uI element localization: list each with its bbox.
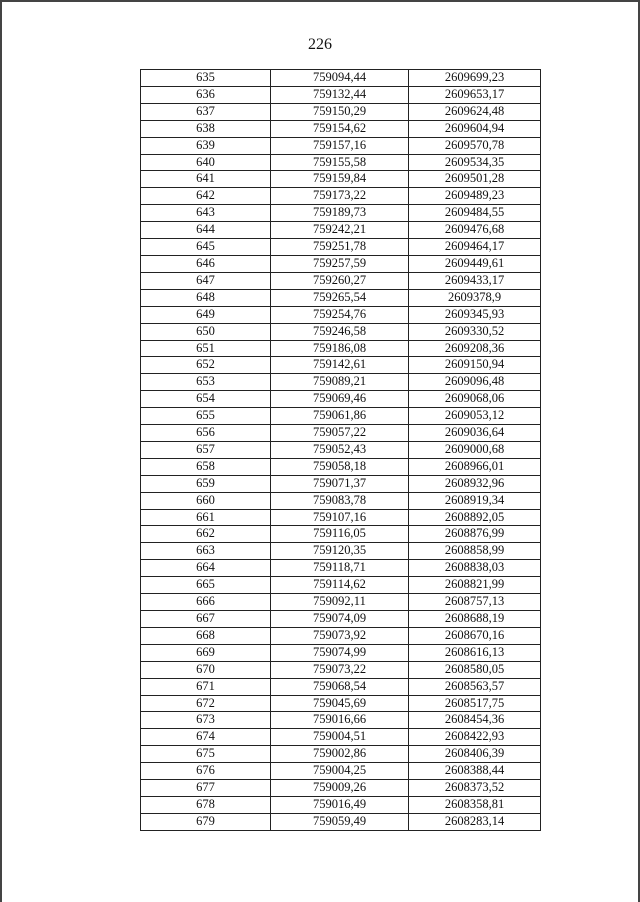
x-coordinate-cell: 759260,27 [271, 272, 409, 289]
point-number-cell: 648 [141, 289, 271, 306]
page-number: 226 [308, 36, 332, 53]
x-coordinate-cell: 759173,22 [271, 188, 409, 205]
table-row [141, 644, 541, 661]
table-row [141, 425, 541, 442]
y-coordinate-cell: 2609208,36 [409, 340, 541, 357]
x-coordinate-cell: 759246,58 [271, 323, 409, 340]
table-row [141, 458, 541, 475]
x-coordinate-cell: 759242,21 [271, 222, 409, 239]
point-number-cell: 650 [141, 323, 271, 340]
y-coordinate-cell: 2608919,34 [409, 492, 541, 509]
x-coordinate-cell: 759092,11 [271, 594, 409, 611]
point-number-cell: 651 [141, 340, 271, 357]
y-coordinate-cell: 2609570,78 [409, 137, 541, 154]
table-row [141, 695, 541, 712]
point-number-cell: 653 [141, 374, 271, 391]
x-coordinate-cell: 759069,46 [271, 391, 409, 408]
y-coordinate-cell: 2609464,17 [409, 239, 541, 256]
y-coordinate-cell: 2609433,17 [409, 272, 541, 289]
y-coordinate-cell: 2609068,06 [409, 391, 541, 408]
table-row [141, 137, 541, 154]
y-coordinate-cell: 2608422,93 [409, 729, 541, 746]
point-number-cell: 668 [141, 627, 271, 644]
coordinates-table [140, 69, 541, 831]
point-number-cell: 643 [141, 205, 271, 222]
x-coordinate-cell: 759057,22 [271, 425, 409, 442]
x-coordinate-cell: 759265,54 [271, 289, 409, 306]
point-number-cell: 644 [141, 222, 271, 239]
y-coordinate-cell: 2609378,9 [409, 289, 541, 306]
table-row [141, 86, 541, 103]
table-row [141, 222, 541, 239]
y-coordinate-cell: 2609604,94 [409, 120, 541, 137]
y-coordinate-cell: 2608932,96 [409, 475, 541, 492]
y-coordinate-cell: 2609000,68 [409, 441, 541, 458]
x-coordinate-cell: 759016,66 [271, 712, 409, 729]
point-number-cell: 658 [141, 458, 271, 475]
table-row [141, 306, 541, 323]
y-coordinate-cell: 2609534,35 [409, 154, 541, 171]
x-coordinate-cell: 759074,09 [271, 611, 409, 628]
table-row [141, 374, 541, 391]
point-number-cell: 670 [141, 661, 271, 678]
point-number-cell: 671 [141, 678, 271, 695]
point-number-cell: 677 [141, 780, 271, 797]
y-coordinate-cell: 2608388,44 [409, 763, 541, 780]
point-number-cell: 656 [141, 425, 271, 442]
point-number-cell: 678 [141, 796, 271, 813]
table-row [141, 120, 541, 137]
y-coordinate-cell: 2608358,81 [409, 796, 541, 813]
x-coordinate-cell: 759045,69 [271, 695, 409, 712]
x-coordinate-cell: 759155,58 [271, 154, 409, 171]
table-row [141, 594, 541, 611]
y-coordinate-cell: 2609150,94 [409, 357, 541, 374]
x-coordinate-cell: 759157,16 [271, 137, 409, 154]
point-number-cell: 664 [141, 560, 271, 577]
point-number-cell: 647 [141, 272, 271, 289]
table-row [141, 255, 541, 272]
y-coordinate-cell: 2608892,05 [409, 509, 541, 526]
point-number-cell: 641 [141, 171, 271, 188]
table-row [141, 239, 541, 256]
x-coordinate-cell: 759114,62 [271, 577, 409, 594]
y-coordinate-cell: 2608616,13 [409, 644, 541, 661]
x-coordinate-cell: 759142,61 [271, 357, 409, 374]
y-coordinate-cell: 2608838,03 [409, 560, 541, 577]
y-coordinate-cell: 2609476,68 [409, 222, 541, 239]
table-row [141, 712, 541, 729]
table-row [141, 577, 541, 594]
x-coordinate-cell: 759016,49 [271, 796, 409, 813]
y-coordinate-cell: 2608406,39 [409, 746, 541, 763]
table-row [141, 813, 541, 830]
y-coordinate-cell: 2609036,64 [409, 425, 541, 442]
table-row [141, 357, 541, 374]
x-coordinate-cell: 759132,44 [271, 86, 409, 103]
x-coordinate-cell: 759004,25 [271, 763, 409, 780]
y-coordinate-cell: 2608876,99 [409, 526, 541, 543]
y-coordinate-cell: 2609330,52 [409, 323, 541, 340]
y-coordinate-cell: 2609345,93 [409, 306, 541, 323]
x-coordinate-cell: 759089,21 [271, 374, 409, 391]
y-coordinate-cell: 2609699,23 [409, 70, 541, 87]
point-number-cell: 669 [141, 644, 271, 661]
table-row [141, 441, 541, 458]
y-coordinate-cell: 2609484,55 [409, 205, 541, 222]
table-row [141, 509, 541, 526]
table-row [141, 205, 541, 222]
point-number-cell: 674 [141, 729, 271, 746]
table-row [141, 391, 541, 408]
table-row [141, 627, 541, 644]
y-coordinate-cell: 2609053,12 [409, 408, 541, 425]
coordinates-table-wrapper [140, 69, 541, 831]
table-row [141, 526, 541, 543]
table-row [141, 70, 541, 87]
x-coordinate-cell: 759071,37 [271, 475, 409, 492]
y-coordinate-cell: 2608563,57 [409, 678, 541, 695]
table-row [141, 408, 541, 425]
point-number-cell: 673 [141, 712, 271, 729]
y-coordinate-cell: 2609501,28 [409, 171, 541, 188]
x-coordinate-cell: 759257,59 [271, 255, 409, 272]
point-number-cell: 663 [141, 543, 271, 560]
table-row [141, 272, 541, 289]
y-coordinate-cell: 2608821,99 [409, 577, 541, 594]
point-number-cell: 638 [141, 120, 271, 137]
table-row [141, 289, 541, 306]
x-coordinate-cell: 759118,71 [271, 560, 409, 577]
point-number-cell: 635 [141, 70, 271, 87]
point-number-cell: 646 [141, 255, 271, 272]
y-coordinate-cell: 2609449,61 [409, 255, 541, 272]
point-number-cell: 659 [141, 475, 271, 492]
table-row [141, 171, 541, 188]
table-row [141, 729, 541, 746]
x-coordinate-cell: 759052,43 [271, 441, 409, 458]
y-coordinate-cell: 2608517,75 [409, 695, 541, 712]
point-number-cell: 672 [141, 695, 271, 712]
point-number-cell: 667 [141, 611, 271, 628]
point-number-cell: 675 [141, 746, 271, 763]
point-number-cell: 654 [141, 391, 271, 408]
point-number-cell: 661 [141, 509, 271, 526]
y-coordinate-cell: 2609489,23 [409, 188, 541, 205]
y-coordinate-cell: 2608454,36 [409, 712, 541, 729]
point-number-cell: 665 [141, 577, 271, 594]
point-number-cell: 639 [141, 137, 271, 154]
table-row [141, 154, 541, 171]
table-row [141, 796, 541, 813]
x-coordinate-cell: 759186,08 [271, 340, 409, 357]
y-coordinate-cell: 2608283,14 [409, 813, 541, 830]
point-number-cell: 652 [141, 357, 271, 374]
point-number-cell: 642 [141, 188, 271, 205]
x-coordinate-cell: 759083,78 [271, 492, 409, 509]
x-coordinate-cell: 759154,62 [271, 120, 409, 137]
point-number-cell: 676 [141, 763, 271, 780]
table-row [141, 340, 541, 357]
point-number-cell: 679 [141, 813, 271, 830]
point-number-cell: 645 [141, 239, 271, 256]
coordinates-table-body [141, 70, 541, 831]
page-edge-left [0, 0, 2, 902]
y-coordinate-cell: 2608580,05 [409, 661, 541, 678]
x-coordinate-cell: 759009,26 [271, 780, 409, 797]
point-number-cell: 636 [141, 86, 271, 103]
y-coordinate-cell: 2608858,99 [409, 543, 541, 560]
point-number-cell: 640 [141, 154, 271, 171]
x-coordinate-cell: 759189,73 [271, 205, 409, 222]
x-coordinate-cell: 759107,16 [271, 509, 409, 526]
x-coordinate-cell: 759094,44 [271, 70, 409, 87]
table-row [141, 560, 541, 577]
table-row [141, 611, 541, 628]
y-coordinate-cell: 2609624,48 [409, 103, 541, 120]
y-coordinate-cell: 2609096,48 [409, 374, 541, 391]
x-coordinate-cell: 759254,76 [271, 306, 409, 323]
y-coordinate-cell: 2608373,52 [409, 780, 541, 797]
table-row [141, 492, 541, 509]
x-coordinate-cell: 759061,86 [271, 408, 409, 425]
point-number-cell: 662 [141, 526, 271, 543]
x-coordinate-cell: 759068,54 [271, 678, 409, 695]
table-row [141, 746, 541, 763]
table-row [141, 543, 541, 560]
table-row [141, 780, 541, 797]
x-coordinate-cell: 759073,22 [271, 661, 409, 678]
point-number-cell: 660 [141, 492, 271, 509]
y-coordinate-cell: 2609653,17 [409, 86, 541, 103]
x-coordinate-cell: 759159,84 [271, 171, 409, 188]
table-row [141, 661, 541, 678]
point-number-cell: 666 [141, 594, 271, 611]
y-coordinate-cell: 2608688,19 [409, 611, 541, 628]
point-number-cell: 649 [141, 306, 271, 323]
x-coordinate-cell: 759251,78 [271, 239, 409, 256]
y-coordinate-cell: 2608966,01 [409, 458, 541, 475]
x-coordinate-cell: 759120,35 [271, 543, 409, 560]
x-coordinate-cell: 759150,29 [271, 103, 409, 120]
table-row [141, 475, 541, 492]
x-coordinate-cell: 759004,51 [271, 729, 409, 746]
table-row [141, 188, 541, 205]
x-coordinate-cell: 759058,18 [271, 458, 409, 475]
y-coordinate-cell: 2608757,13 [409, 594, 541, 611]
y-coordinate-cell: 2608670,16 [409, 627, 541, 644]
table-row [141, 323, 541, 340]
point-number-cell: 657 [141, 441, 271, 458]
x-coordinate-cell: 759002,86 [271, 746, 409, 763]
x-coordinate-cell: 759073,92 [271, 627, 409, 644]
point-number-cell: 655 [141, 408, 271, 425]
table-row [141, 103, 541, 120]
table-row [141, 763, 541, 780]
page-edge-top [0, 0, 640, 2]
x-coordinate-cell: 759059,49 [271, 813, 409, 830]
point-number-cell: 637 [141, 103, 271, 120]
x-coordinate-cell: 759116,05 [271, 526, 409, 543]
x-coordinate-cell: 759074,99 [271, 644, 409, 661]
table-row [141, 678, 541, 695]
